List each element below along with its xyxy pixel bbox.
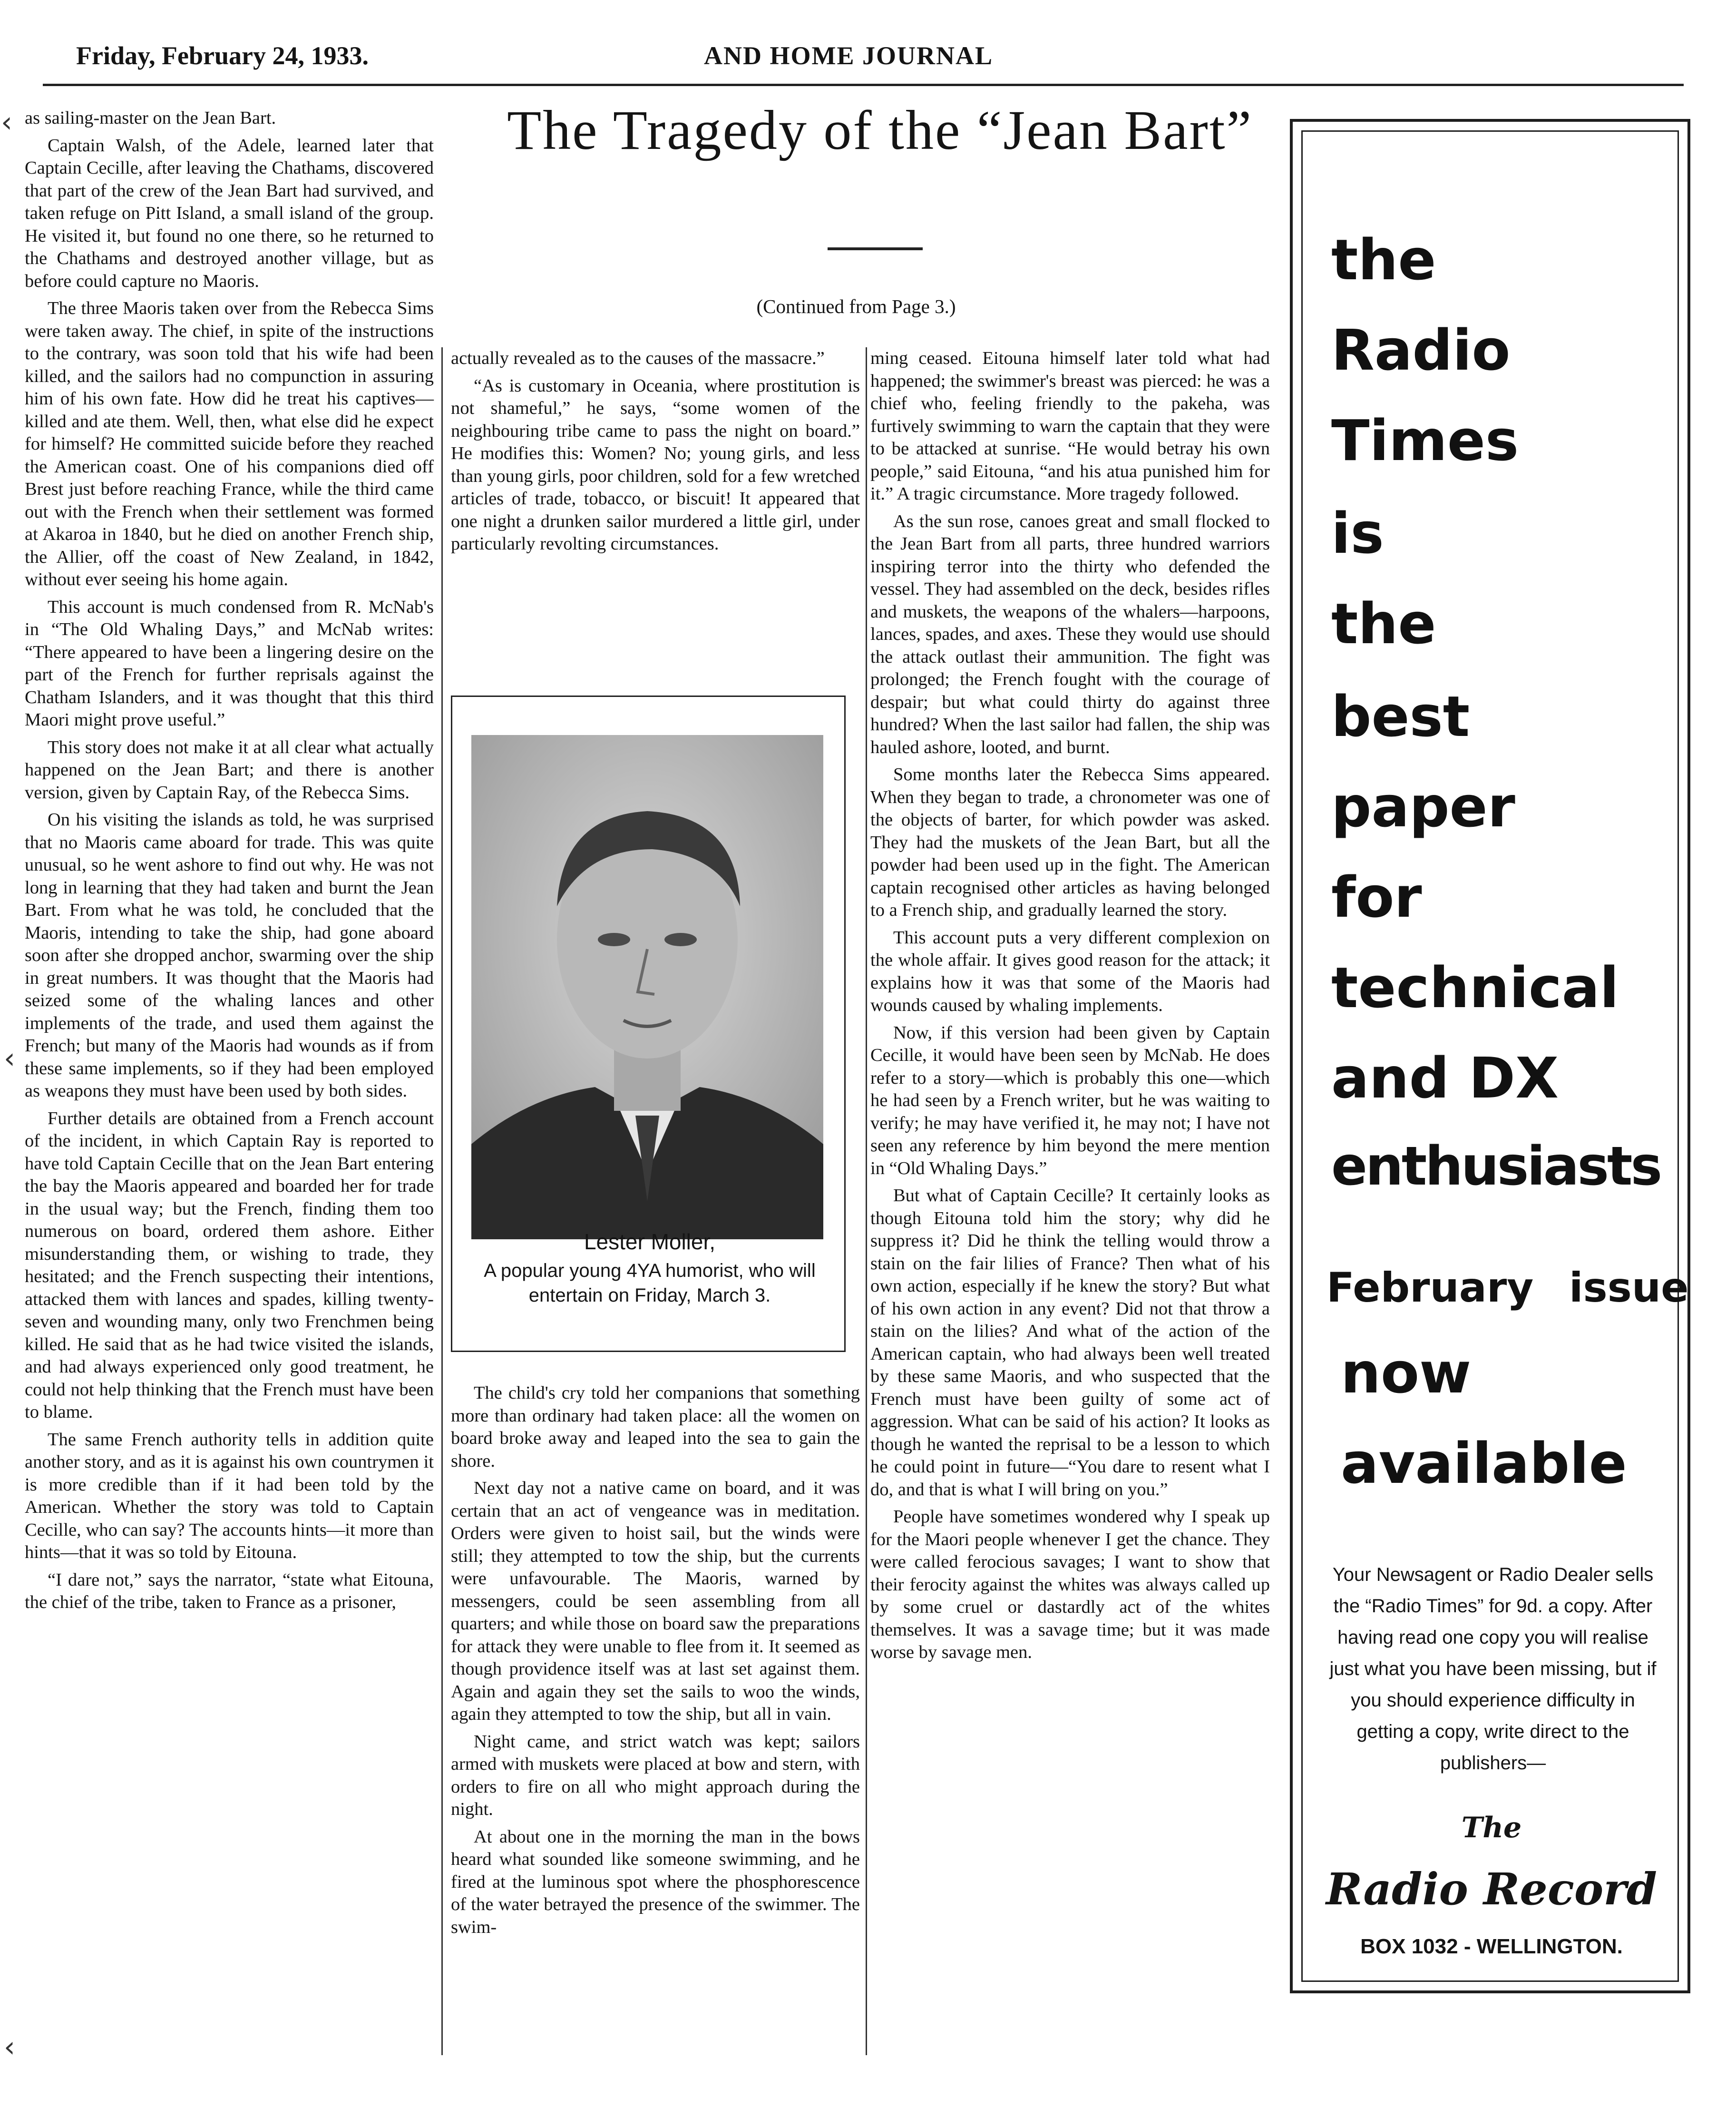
col1-paragraph: The three Maoris taken over from the Rebecca Sims were taken away. The chief, in spite of the instructions to the contrary, was soon told that his wife had been killed, and the sailors had no compunction in assuring him of his own fate. How did he treat his captives—killed and ate them. Well, then, what else did he expect for himself? He committed suicide before they reached the American coast. One of his companions died off Brest just before reaching France, while the third came out with the French when their settlement was formed at Akaroa in 1840, but he died on another French ship, the Allier, off the coast of New Zealand, in 1842, without ever seeing his home again. [25,298,434,589]
ad-headline-line: the [1331,591,1436,657]
col1-paragraph: “I dare not,” says the narrator, “state what Eitouna, the chief of the tribe, taken to France as a prisoner, [25,1569,434,1612]
column-1 [25,107,434,1619]
ad-headline-line: the [1331,227,1436,293]
photo-frame [451,696,846,1352]
col2-paragraph: At about one in the morning the man in the bows heard what sounded like someone swimming, and he fired at the luminous spot where the phosphorescence of the water betrayed the presence of the swimmer. The swim- [451,1826,860,1937]
col3-paragraph: Now, if this version had been given by Captain Cecille, it would have been seen by McNab. He does refer to a story—which is probably this one—which he had seen by a French writer, but he was waiting to verify; he may have verified it, he may not; I have not seen any reference by him beyond the mere mention in “Old Whaling Days.” [870,1022,1270,1178]
ad-headline-line: paper [1331,774,1515,840]
col1-paragraph: This account is much condensed from R. McNab's in “The Old Whaling Days,” and McNab writes: “There appeared to have been a lingering desire on the part of the French for further reprisals against the Chatham Islanders, and it was thought that this third Maori might prove useful.” [25,597,434,730]
radio-times-ad [1290,119,1690,1993]
ad-issue-word: issue [1569,1264,1689,1312]
col3-paragraph: Some months later the Rebecca Sims appeared. When they began to trade, a chronometer was one of the objects of barter, for which powder was asked. They had the muskets of the Jean Bart, but all the powder had been used up in the fight. The American captain recognised other articles as having belonged to a French ship, and gradually learned the story. [870,764,1270,920]
column-rule [866,347,867,2055]
col3-paragraph: As the sun rose, canoes great and small flocked to the Jean Bart from all parts, three hundred warriors inspiring terror into the thirty who defended the vessel. They had assembled on the deck, besides rifles and muskets, the weapons of the whalers—harpoons, lances, spades, and axes. These they would use should the attack outlast their ammunition. The fight was prolonged; the French fought with the courage of despair; but what could thirty do against three hundred? When the last sailor had fallen, the ship was hauled ashore, looted, and burnt. [870,511,1270,757]
ad-headline-line: Times [1331,408,1519,473]
continued-note: (Continued from Page 3.) [756,295,956,317]
col1-paragraph: Captain Walsh, of the Adele, learned later that Captain Cecille, after leaving the Chathams, discovered that part of the crew of the Jean Bart had survived, and taken refuge on Pitt Island, a small island of the group. He visited it, but found no one there, so he returned to the Chathams and destroyed another village, but as before could capture no Maoris. [25,135,434,291]
col1-paragraph: Further details are obtained from a French account of the incident, in which Captain Ray is reported to have told Captain Cecille that on the Jean Bart entering the bay the Maoris appeared and boarded her for trade in the usual way; but the French, finding them too numerous on board, ordered them ashore. Either misunderstanding them, or wishing to trade, they hesitated; and the French suspecting their intentions, attacked them with lances and spades, killing twenty-seven and wounding many, only two Frenchmen being killed. He said that as he had twice visited the islands, and had always experienced only good treatment, he could not help thinking that the French must have been to blame. [25,1108,434,1422]
ad-headline-line: for [1331,864,1422,930]
ad-now: now [1341,1340,1472,1406]
ad-issue-month: February [1326,1264,1534,1312]
margin-check-mark: ‹ [4,2030,15,2064]
ad-headline-line: technical [1331,955,1619,1020]
margin-check-mark: ‹ [1,106,12,139]
column-3 [870,347,1270,1669]
ad-headline-line: Radio [1331,317,1511,383]
col1-paragraph: On his visiting the islands as told, he was surprised that no Maoris came aboard for trade. This was quite unusual, so he went ashore to find out why. He was not long in learning that they had taken and burnt the Jean Bart. From what he was told, he concluded that the Maoris, intending to take the ship, had gone aboard soon after she dropped anchor, swarming over the ship in great numbers. It was thought that the Maoris had seized some of the whaling lances and other implements of the trade, and used them against the French; but many of the Maoris had wounds as if from these same implements, so if they had been employed as weapons they must have been used by both sides. [25,810,434,1101]
col1-paragraph: The same French authority tells in addition quite another story, and as it is against his own countrymen it is more credible than if it had been told by the American. Whether the story was told to Captain Cecille, who can say? The accounts hints—it more than hints—that it was so told by Eitouna. [25,1429,434,1562]
col2-paragraph: Night came, and strict watch was kept; sailors armed with muskets were placed at bow and stern, with orders to fire on all who might approach during the night. [451,1731,860,1819]
publisher-the: The [1461,1811,1522,1844]
journal-name: AND HOME JOURNAL [704,41,993,70]
ad-headline-line: and DX [1331,1045,1559,1111]
col1-paragraph: as sailing-master on the Jean Bart. [25,108,276,128]
col3-paragraph: ming ceased. Eitouna himself later told what had happened; the swimmer's breast was pierced: he was a chief who, feeling friendly to the pakeha, was furtively swimming to warn the captain that they were to be attacked at sunrise. “He would betray his own people,” said Eitouna, “and his atua punished him for it.” A tragic circumstance. More tragedy followed. [870,348,1270,504]
portrait-photo [471,735,823,1239]
photo-caption: A popular young 4YA humorist, who will entertain on Friday, March 3. [484,1260,816,1306]
ad-body-text: Your Newsagent or Radio Dealer sells the “Radio Times” for 9d. a copy. After having read one copy you will realise just what you have been missing, but if you should experience difficulty in getting a copy, write direct to the publishers— [1329,1564,1657,1774]
ad-inner-border [1301,130,1689,1982]
col1-paragraph: This story does not make it at all clear what actually happened on the Jean Bart; and there is another version, given by Captain Ray, of the Rebecca Sims. [25,737,434,803]
title-rule [828,247,923,250]
column-2-bottom [451,1382,860,1943]
column-2-top [451,347,860,560]
ad-headline-line: is [1331,500,1384,566]
ad-headline-line: enthusiasts [1331,1136,1661,1197]
page-date: Friday, February 24, 1933. [76,41,369,70]
col2-paragraph: “As is customary in Oceania, where prostitution is not shameful,” he says, “some women of the neighbouring tribe came to pass the night on board.” He modifies this: Women? No; young girls, and less than young girls, poor children, sold for a few wretched articles of trade, tobacco, or biscuit! It appeared that one night a drunken sailor murdered a little girl, under particularly revolting circumstances. [451,375,860,554]
col3-paragraph: This account puts a very different complexion on the whole affair. It gives good reason for the attack; it explains how it was that some of the Maoris had wounds caused by whaling implements. [870,927,1270,1015]
article-title: The Tragedy of the “Jean Bart” [507,99,1253,161]
col3-paragraph: People have sometimes wondered why I speak up for the Maori people whenever I get the chance. They were called ferocious savages; I want to show that their ferocity against the whites was always called up by some cruel or dastardly act of the whites themselves. It was a savage time; but it was made worse by savage men. [870,1507,1270,1662]
publisher-address: BOX 1032 - WELLINGTON. [1360,1935,1623,1958]
column-rule [441,347,443,2055]
ad-available: available [1341,1431,1627,1496]
col2-paragraph: The child's cry told her companions that something more than ordinary had taken place: all the women on board broke away and leaped into the sea to gain the shore. [451,1383,860,1471]
col3-paragraph: But what of Captain Cecille? It certainly looks as though Eitouna told him the story; why did he suppress it? Did he think the telling would throw a stain on the fair lilies of France? Then what of his own action, especially if he knew the story? But what of his own action in any event? Did not that throw a stain on the lilies? And what of the action of the American captain, who had always been well treated by these same Maoris, and who suspected that the French must have been guilty of some act of aggression. What can be said of his action? It looks as though he wanted the reprisal to be a lesson to which he could point in future—“You dare to resent what I do, and that is what I will bring on you.” [870,1186,1270,1500]
portrait-image [471,735,823,1239]
ad-headline-line: best [1331,684,1470,749]
margin-check-mark: ‹ [4,1042,15,1075]
photo-caption-name: Lester Moller, [584,1229,716,1254]
col2-paragraph: Next day not a native came on board, and it was certain that an act of vengeance was in meditation. Orders were given to hoist sail, but the winds were still; they attempted to tow the ship, but the currents were unfavourable. The Maoris, warned by messengers, could be seen assembling from all quarters; and while those on board saw the preparations for attack they were unable to flee from it. It seemed as though providence itself was at last set against them. Again and again they set the sails to woo the winds, again they attempted to tow the ship, but all in vain. [451,1478,860,1724]
header-rule [43,84,1684,86]
col2-paragraph: actually revealed as to the causes of the massacre.” [451,348,825,368]
publisher-logo: Radio Record [1326,1863,1658,1915]
